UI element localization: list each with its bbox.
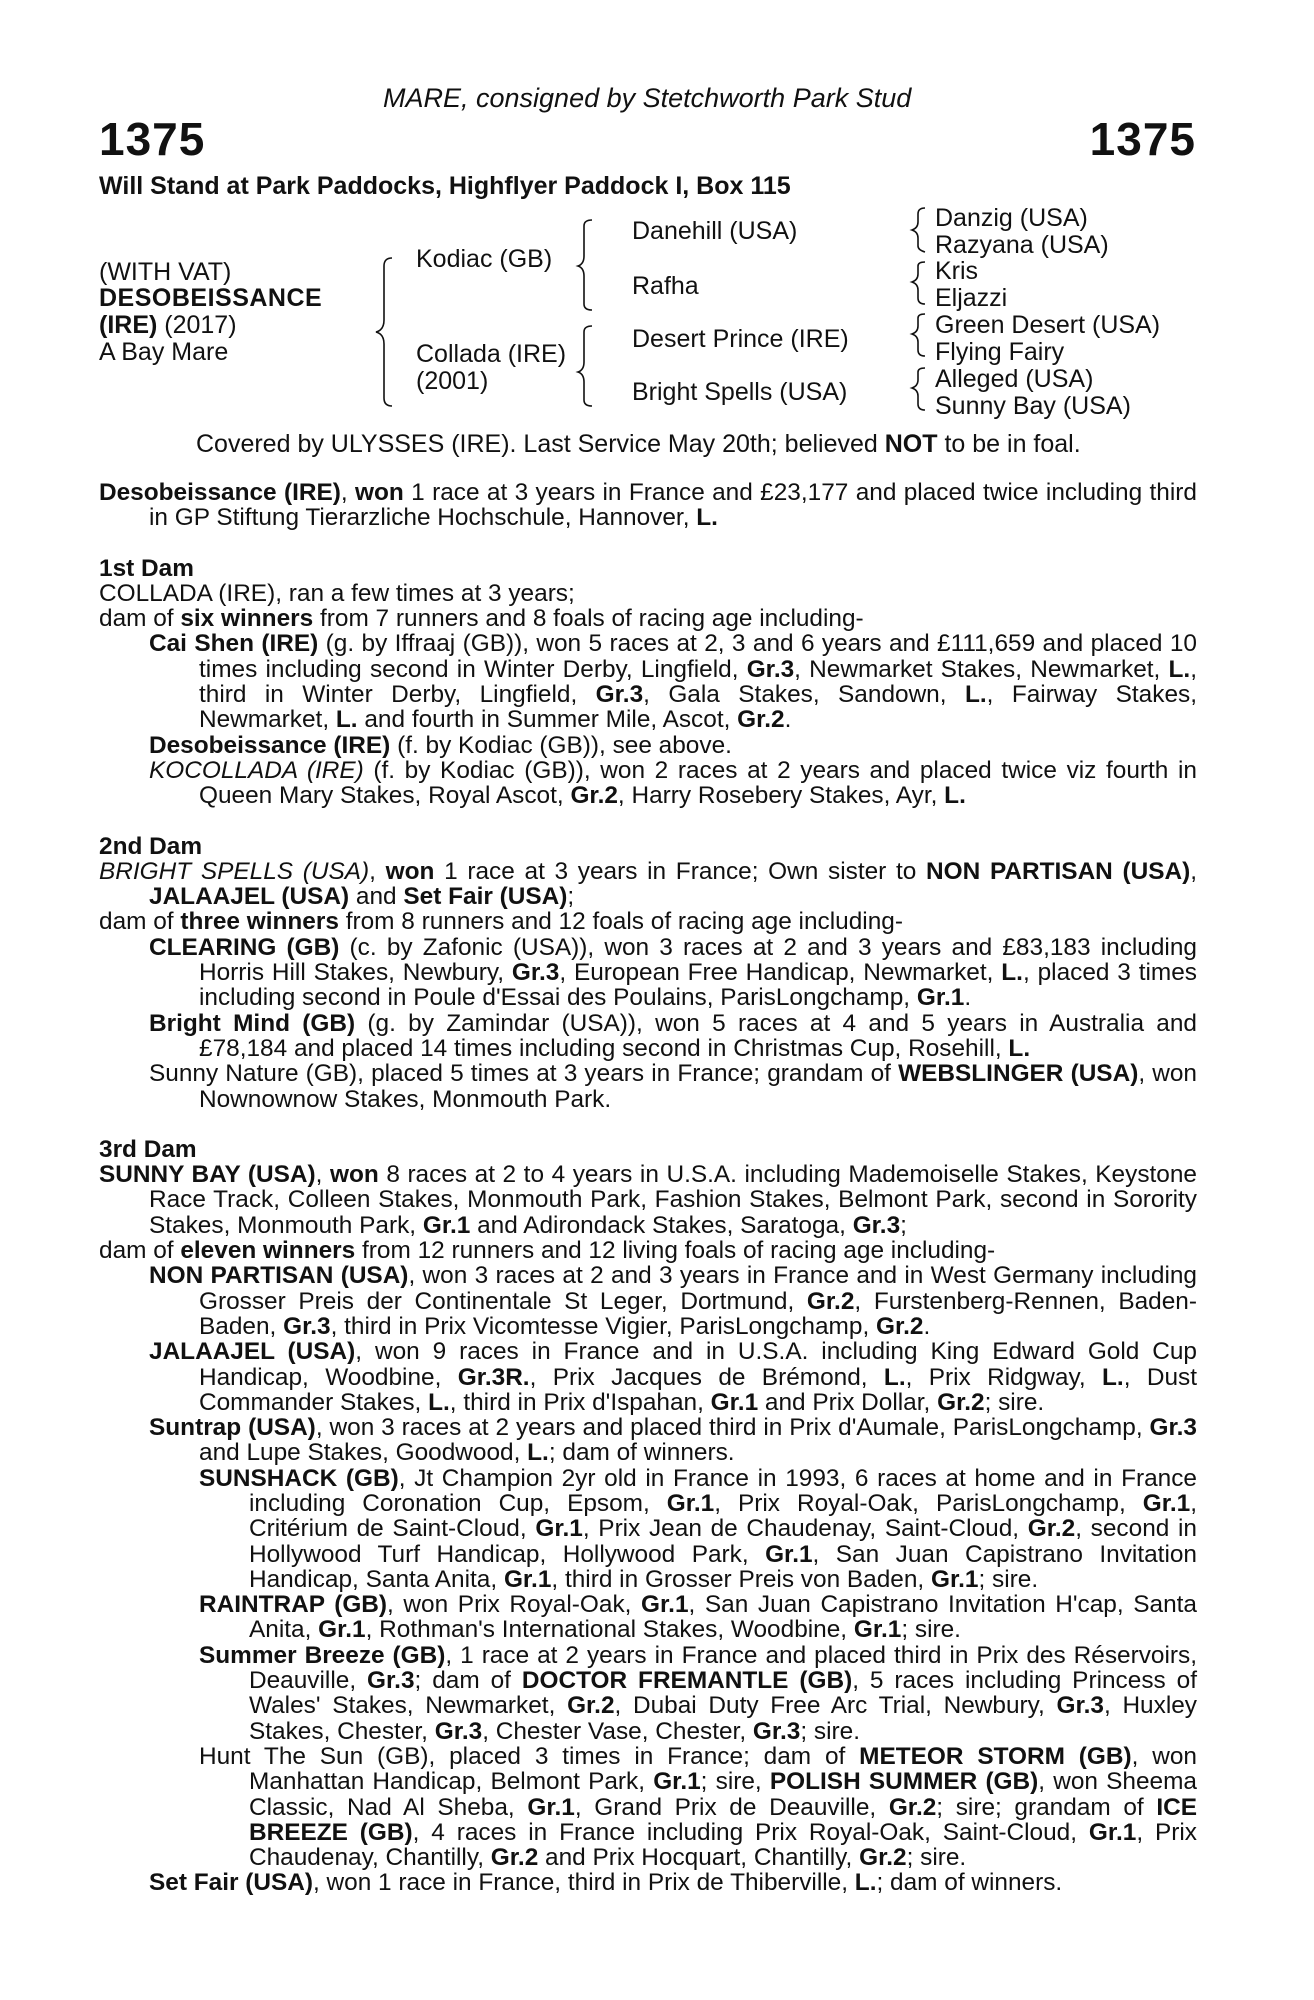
grade: L. <box>527 1439 549 1467</box>
progeny-set-fair <box>99 1870 1197 1895</box>
catalogue-body <box>99 480 1197 1896</box>
vat-note: (WITH VAT) <box>99 258 232 286</box>
grade: L. <box>1008 1034 1031 1062</box>
grade: Gr.2 <box>1027 1515 1076 1543</box>
brace-sd <box>912 262 925 304</box>
text: , won Nownownow Stakes, Monmouth Park. <box>199 1060 1197 1113</box>
first-dam-heading: 1st Dam <box>99 554 194 582</box>
text: , won 9 races in France and in U.S.A. including King Edward Gold Cup Handicap, Woodbine, <box>199 1338 1197 1391</box>
progeny-name: Set Fair (USA) <box>149 1869 313 1897</box>
text: , 4 races in France including Prix Royal-Oak, Saint-Cloud, <box>412 1818 1089 1846</box>
text: , <box>1190 857 1198 885</box>
text: , won Prix Royal-Oak, <box>387 1591 642 1619</box>
progeny-name: CLEARING (GB) <box>149 933 340 961</box>
text: Hunt The Sun (GB), placed 3 times in France; dam of <box>199 1742 860 1770</box>
grade: Gr.1 <box>503 1565 552 1593</box>
progeny-name: KOCOLLADA (IRE) <box>149 756 364 784</box>
progeny-name: RAINTRAP (GB) <box>199 1591 388 1619</box>
text: , won 3 races at 2 and 3 years in France and in West Germany including Grosser Preis der Continentale St Leger, Dortmund, <box>199 1262 1197 1315</box>
progeny-suntrap <box>99 1415 1197 1466</box>
text: and <box>349 883 404 911</box>
grade: Gr.1 <box>1142 1489 1191 1517</box>
grade: Gr.2 <box>490 1844 539 1872</box>
g3-2: Razyana (USA) <box>935 231 1109 259</box>
text: , placed 3 times including second in Poule d'Essai des Poulains, ParisLongchamp, <box>199 959 1198 1012</box>
text: from 7 runners and 8 foals of racing age including- <box>313 605 864 633</box>
text: , Prix Jean de Chaudenay, Saint-Cloud, <box>582 1515 1028 1543</box>
brace-dd <box>912 368 925 410</box>
g3-4: Eljazzi <box>935 284 1008 312</box>
grade: Gr.3 <box>1149 1414 1197 1442</box>
text: and fourth in Summer Mile, Ascot, <box>357 706 738 734</box>
grade: Gr.3 <box>752 1717 801 1745</box>
progeny-name: POLISH SUMMER (GB) <box>769 1768 1039 1796</box>
text: (f. by Kodiac (GB)), won 2 races at 2 years and placed twice viz fourth in Queen Mary Stakes, Royal Ascot, <box>199 756 1197 810</box>
text: . <box>964 984 972 1012</box>
text: and Prix Dollar, <box>758 1388 938 1416</box>
text: ; sire; grandam of <box>936 1793 1157 1821</box>
grade: Gr.3 <box>367 1667 415 1695</box>
text: , Prix Ridgway, <box>905 1363 1102 1391</box>
grade: L. <box>428 1388 450 1416</box>
text-bold: six winners <box>180 605 314 633</box>
first-dam-line1: COLLADA (IRE), ran a few times at 3 years; <box>99 579 575 607</box>
progeny-name: WEBSLINGER (USA) <box>898 1060 1139 1088</box>
progeny-sunny-nature <box>99 1061 1197 1112</box>
grade: Gr.1 <box>318 1616 366 1644</box>
text: ; dam of <box>414 1667 522 1695</box>
g3-7: Alleged (USA) <box>935 365 1094 393</box>
grade: L. <box>1168 655 1191 683</box>
text: , won Manhattan Handicap, Belmont Park, <box>249 1742 1197 1796</box>
text: , San Juan Capistrano Invitation Handicap, Santa Anita, <box>249 1540 1197 1593</box>
sire-dam: Rafha <box>632 272 699 300</box>
g3-8: Sunny Bay (USA) <box>935 392 1131 420</box>
text: , Jt Champion 2yr old in France in 1993, 6 races at home and in France including Coronation Cup, Epsom, <box>249 1464 1197 1517</box>
text: ; sire. <box>978 1565 1039 1593</box>
grade: Gr.2 <box>806 1287 855 1315</box>
text: , third in Grosser Preis von Baden, <box>551 1565 931 1593</box>
covered-post: to be in foal. <box>937 430 1081 458</box>
progeny-name: ICE BREEZE (GB) <box>249 1793 1197 1846</box>
text: ; dam of winners. <box>548 1439 735 1467</box>
text: (f. by Kodiac (GB)), see above. <box>390 731 732 759</box>
grade: Gr.3 <box>746 655 795 683</box>
sire-sire: Danehill (USA) <box>632 217 798 245</box>
pedigree-braces <box>0 0 1314 430</box>
sire: Kodiac (GB) <box>416 245 553 273</box>
grade: Gr.2 <box>567 1692 615 1720</box>
brace-sire <box>578 220 592 310</box>
grade: Gr.1 <box>422 1211 471 1239</box>
g3-5: Green Desert (USA) <box>935 311 1161 339</box>
summary-paragraph: Desobeissance (IRE), won 1 race at 3 years in France and £23,177 and placed twice including third in GP Stiftung Tierarzliche Hochschule, Hannover, L. <box>99 479 1197 532</box>
lot-number-right: 1375 <box>1089 113 1196 165</box>
grade: Gr.3 <box>1056 1692 1104 1720</box>
progeny-name: NON PARTISAN (USA) <box>149 1262 409 1290</box>
g3-3: Kris <box>935 257 979 285</box>
grade: Gr.3 <box>852 1211 901 1239</box>
grade: Gr.3 <box>283 1312 331 1340</box>
text: ; sire, <box>700 1768 770 1796</box>
text: ; <box>567 883 575 911</box>
text: , Prix Jacques de Brémond, <box>529 1363 884 1391</box>
text: , Dust Commander Stakes, <box>199 1363 1197 1416</box>
text: (g. by Zamindar (USA)), won 5 races at 4 and 5 years in Australia and £78,184 and placed 14 times including second in Christmas Cup, Rosehill, <box>199 1009 1197 1062</box>
grade: Gr.1 <box>641 1591 689 1619</box>
grade: Gr.3 <box>595 681 644 709</box>
text: , Furstenberg-Rennen, Baden-Baden, <box>199 1287 1197 1340</box>
text: , won 3 races at 2 years and placed third in Prix d'Aumale, ParisLongchamp, <box>315 1414 1150 1442</box>
grade: Gr.2 <box>888 1793 937 1821</box>
text: , 1 race at 2 years in France and placed third in Prix des Réservoirs, Deauville, <box>249 1641 1197 1695</box>
grade: Gr.1 <box>853 1616 902 1644</box>
grade: Gr.1 <box>765 1540 813 1568</box>
dam-name: BRIGHT SPELLS (USA) <box>99 857 370 885</box>
text: ; sire. <box>901 1616 961 1644</box>
g3-6: Flying Fairy <box>935 338 1065 366</box>
text: and Lupe Stakes, Goodwood, <box>199 1439 528 1467</box>
dam-sire: Desert Prince (IRE) <box>632 325 849 353</box>
progeny-raintrap <box>99 1592 1197 1643</box>
grade: Gr.1 <box>527 1793 575 1821</box>
text: Sunny Nature (GB), placed 5 times at 3 years in France; grandam of <box>149 1060 899 1088</box>
grade: L. <box>335 706 358 734</box>
brace-ds <box>912 314 925 356</box>
grade: L. <box>1102 1363 1124 1391</box>
text: dam of <box>99 908 181 936</box>
text: from 8 runners and 12 foals of racing age including- <box>338 908 903 936</box>
text: , Chester Vase, Chester, <box>482 1717 753 1745</box>
horse-description: A Bay Mare <box>99 338 229 366</box>
text: , third in Prix d'Ispahan, <box>449 1388 711 1416</box>
text: (c. by Zafonic (USA)), won 3 races at 2 and 3 years and £83,183 including Horris Hill Stakes, Newbury, <box>199 933 1197 987</box>
summary-text: 1 race at 3 years in France and £23,177 and placed twice including third in GP Stiftung Tierarzliche Hochschule, Hannover, <box>149 479 1197 532</box>
grade: Gr.1 <box>666 1489 715 1517</box>
grade: Gr.3R. <box>457 1363 530 1391</box>
text: dam of <box>99 605 181 633</box>
text: . <box>784 706 792 734</box>
text: , Grand Prix de Deauville, <box>574 1793 889 1821</box>
text: ; sire. <box>984 1388 1045 1416</box>
covered-not: NOT <box>884 430 938 458</box>
grade: L. <box>883 1363 906 1391</box>
grade: Gr.2 <box>570 782 618 810</box>
grade: Gr.2 <box>937 1388 985 1416</box>
text: . <box>923 1312 931 1340</box>
covered-pre: Covered by ULYSSES (IRE). Last Service May 20th; believed <box>196 430 885 458</box>
dam-dam: Bright Spells (USA) <box>632 378 848 406</box>
lot-number-left: 1375 <box>99 113 206 165</box>
text: (g. by Iffraaj (GB)), won 5 races at 2, 3 and 6 years and £111,659 and placed 10 times including second in Winter Derby, Lingfield, <box>199 630 1197 683</box>
text-bold: three winners <box>180 908 339 936</box>
text: , Gala Stakes, Sandown, <box>643 681 965 709</box>
text: , third in Prix Vicomtesse Vigier, ParisLongchamp, <box>330 1312 876 1340</box>
grade: Gr.1 <box>931 1565 979 1593</box>
text: , won 1 race in France, third in Prix de Thiberville, <box>312 1869 855 1897</box>
grade: Gr.1 <box>653 1768 701 1796</box>
text: , Dubai Duty Free Arc Trial, Newbury, <box>614 1692 1057 1720</box>
first-dam-line2 <box>99 606 1197 631</box>
progeny-sunshack <box>99 1466 1197 1592</box>
text: from 12 runners and 12 living foals of racing age including- <box>355 1237 996 1265</box>
grade: L. <box>1001 959 1023 987</box>
text: 1 race at 3 years in France; Own sister to <box>434 857 927 885</box>
consignment-line: MARE, consigned by Stetchworth Park Stud <box>383 83 912 113</box>
third-dam-summary: SUNNY BAY (USA), won 8 races at 2 to 4 years in U.S.A. including Mademoiselle Stakes, Keystone Race Track, Colleen Stakes, Monmouth Park, Fashion Stakes, Belmont Park, second in Sorority Stakes, Monmouth Park, Gr.1 and Adirondack Stakes, Saratoga, Gr.3; <box>99 1161 1197 1239</box>
grade: Gr.1 <box>535 1515 583 1543</box>
grade: Gr.2 <box>737 706 785 734</box>
second-dam-line2 <box>99 909 1197 934</box>
text: 8 races at 2 to 4 years in U.S.A. including Mademoiselle Stakes, Keystone Race Track, Colleen Stakes, Monmouth Park, Fashion Stakes, Belmont Park, second in Sorority Stakes, Monmouth Park, <box>149 1161 1197 1239</box>
text: ; <box>900 1211 907 1239</box>
sibling: NON PARTISAN (USA) <box>926 857 1191 885</box>
text: , European Free Handicap, Newmarket, <box>559 959 1002 987</box>
progeny-name: JALAAJEL (USA) <box>149 1338 356 1366</box>
progeny-kocollada <box>99 758 1197 809</box>
text-bold: eleven winners <box>180 1237 356 1265</box>
grade: L. <box>944 782 966 810</box>
text: , Rothman's International Stakes, Woodbine, <box>365 1616 854 1644</box>
text: dam of <box>99 1237 181 1265</box>
text: , won Sheema Classic, Nad Al Sheba, <box>249 1768 1197 1821</box>
brace-ss <box>912 208 925 252</box>
grade: Gr.3 <box>434 1717 483 1745</box>
g3-1: Danzig (USA) <box>935 204 1088 232</box>
sibling: JALAAJEL (USA) <box>149 883 350 911</box>
summary-name: Desobeissance (IRE) <box>99 479 341 506</box>
text: and Adirondack Stakes, Saratoga, <box>470 1211 853 1239</box>
progeny-name: METEOR STORM (GB) <box>859 1742 1132 1770</box>
grade: Gr.2 <box>859 1844 907 1872</box>
grade: L. <box>854 1869 877 1897</box>
text: , third in Winter Derby, Lingfield, <box>199 655 1197 709</box>
progeny-name: SUNSHACK (GB) <box>199 1464 399 1492</box>
stand-location: Will Stand at Park Paddocks, Highflyer Paddock I, Box 115 <box>99 172 791 200</box>
progeny-name: Bright Mind (GB) <box>149 1009 356 1037</box>
third-dam-line2 <box>99 1238 1197 1263</box>
horse-year: (2017) <box>157 311 237 339</box>
progeny-name: DOCTOR FREMANTLE (GB) <box>521 1667 853 1695</box>
text: ; sire. <box>906 1844 967 1872</box>
progeny-clearing <box>99 935 1197 1011</box>
progeny-hunt-the-sun <box>99 1744 1197 1870</box>
text: , Prix Royal-Oak, ParisLongchamp, <box>714 1489 1143 1517</box>
progeny-name: Summer Breeze (GB) <box>199 1641 446 1669</box>
progeny-bright-mind <box>99 1011 1197 1062</box>
text: , Critérium de Saint-Cloud, <box>249 1489 1197 1543</box>
third-dam-heading: 3rd Dam <box>99 1135 197 1163</box>
text: , Huxley Stakes, Chester, <box>249 1692 1197 1745</box>
progeny-desobeissance <box>99 733 1197 758</box>
text: and Prix Hocquart, Chantilly, <box>538 1844 860 1872</box>
summary-won: won <box>355 479 404 506</box>
grade: Gr.1 <box>1088 1818 1137 1846</box>
grade: L. <box>964 681 987 709</box>
sibling: Set Fair (USA) <box>403 883 568 911</box>
dam-year: (2001) <box>416 367 489 395</box>
brace-dam <box>578 326 592 406</box>
second-dam-summary: BRIGHT SPELLS (USA), won 1 race at 3 years in France; Own sister to NON PARTISAN (USA), JALAAJEL (USA) and Set Fair (USA); <box>99 857 1198 911</box>
horse-country: (IRE) <box>99 311 158 339</box>
progeny-summer-breeze <box>99 1643 1197 1744</box>
grade: Gr.1 <box>710 1388 759 1416</box>
second-dam-heading: 2nd Dam <box>99 832 203 860</box>
text-bold: won <box>329 1161 379 1189</box>
text: , Prix Chaudenay, Chantilly, <box>249 1818 1197 1872</box>
text-bold: won <box>385 857 435 885</box>
text: , San Juan Capistrano Invitation H'cap, Santa Anita, <box>249 1591 1197 1644</box>
summary-listed: L. <box>696 504 718 532</box>
progeny-name: Suntrap (USA) <box>149 1414 316 1442</box>
dam-name: SUNNY BAY (USA) <box>99 1161 316 1189</box>
text: , second in Hollywood Turf Handicap, Hollywood Park, <box>249 1515 1197 1568</box>
progeny-name: Desobeissance (IRE) <box>149 731 391 759</box>
text: , Fairway Stakes, Newmarket, <box>199 681 1197 734</box>
progeny-non-partisan <box>99 1263 1197 1339</box>
horse-name: DESOBEISSANCE <box>99 284 323 312</box>
progeny-cai-shen <box>99 631 1197 732</box>
progeny-jalaajel <box>99 1339 1197 1415</box>
grade: Gr.1 <box>916 984 965 1012</box>
text: , Newmarket Stakes, Newmarket, <box>794 655 1169 683</box>
covered-note <box>196 430 1081 459</box>
brace-sire-dam <box>376 258 392 406</box>
grade: Gr.3 <box>511 959 560 987</box>
grade: Gr.2 <box>876 1312 924 1340</box>
progeny-name: Cai Shen (IRE) <box>149 630 319 658</box>
dam: Collada (IRE) <box>416 340 567 368</box>
text: , Harry Rosebery Stakes, Ayr, <box>617 782 945 810</box>
text: , 5 races including Princess of Wales' Stakes, Newmarket, <box>249 1667 1197 1720</box>
text: ; sire. <box>800 1717 860 1745</box>
text: ; dam of winners. <box>876 1869 1063 1897</box>
